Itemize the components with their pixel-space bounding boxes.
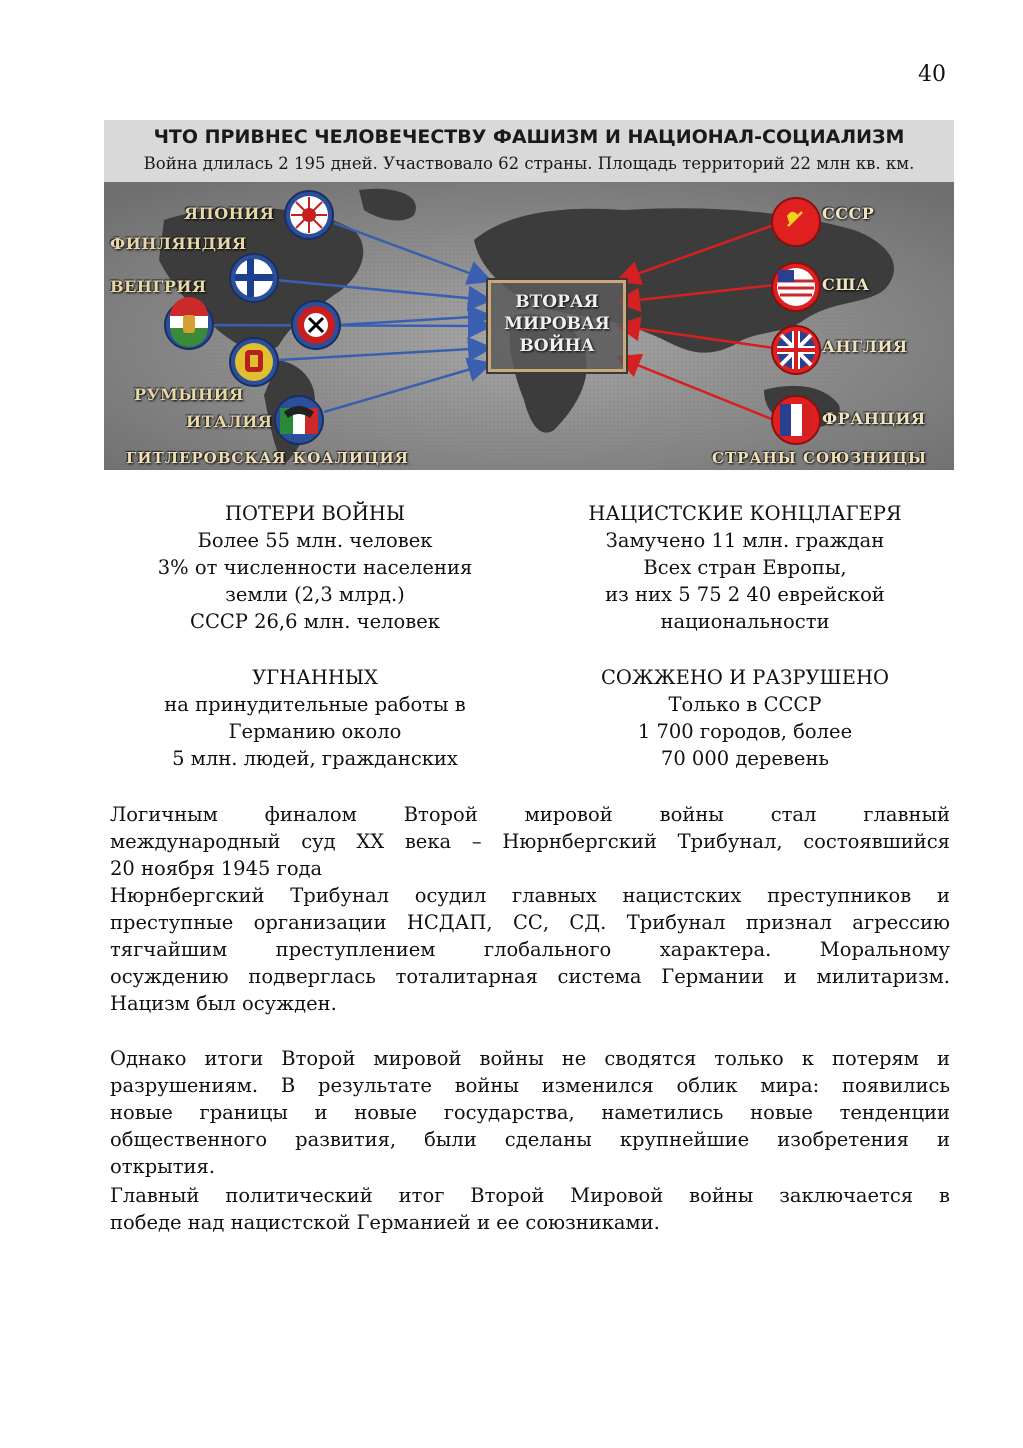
italy-emblem bbox=[275, 396, 323, 444]
center-line: МИРОВАЯ bbox=[504, 314, 610, 334]
finland-emblem bbox=[230, 254, 278, 302]
stat-line: Германию около bbox=[228, 720, 402, 743]
axis-coalition-caption: ГИТЛЕРОВСКАЯ КОАЛИЦИЯ bbox=[126, 449, 409, 467]
stat-line: 70 000 деревень bbox=[660, 747, 830, 770]
stat-deported bbox=[105, 664, 525, 772]
stat-line: из них 5 75 2 40 еврейской bbox=[605, 583, 885, 606]
paragraph-results bbox=[110, 1045, 950, 1180]
text-line: новые границы и новые государства, наметились новые тенденции bbox=[110, 1101, 950, 1124]
stat-heading: СОЖЖЕНО И РАЗРУШЕНО bbox=[600, 666, 890, 689]
center-box-text bbox=[491, 291, 623, 357]
center-line: ВОЙНА bbox=[519, 336, 595, 356]
stat-line: Всех стран Европы, bbox=[643, 556, 847, 579]
text-line: Логичным финалом Второй мировой войны стал главный bbox=[110, 803, 950, 826]
text-line: Нацизм был осужден. bbox=[110, 992, 337, 1015]
text-line: тягчайшим преступлением глобального характера. Моральному bbox=[110, 938, 950, 961]
label-ussr: СССР bbox=[822, 204, 875, 223]
paragraph-nuremberg-intro bbox=[110, 801, 950, 882]
ussr-emblem bbox=[772, 198, 820, 246]
stat-destroyed bbox=[535, 664, 955, 772]
ww2-infographic bbox=[104, 120, 954, 470]
france-emblem bbox=[772, 396, 820, 444]
britain-emblem bbox=[772, 326, 820, 374]
label-hungary: ВЕНГРИЯ bbox=[110, 277, 207, 296]
label-usa: США bbox=[822, 275, 870, 294]
paragraph-political-result bbox=[110, 1182, 950, 1236]
text-line: Главный политический итог Второй Мировой войны заключается в bbox=[110, 1184, 950, 1207]
text-line: осуждению подверглась тоталитарная система Германии и милитаризм. bbox=[110, 965, 950, 988]
paragraph-nuremberg-verdict bbox=[110, 882, 950, 1017]
stat-line: Более 55 млн. человек bbox=[197, 529, 433, 552]
allies-caption: СТРАНЫ СОЮЗНИЦЫ bbox=[712, 449, 928, 467]
stat-line: 3% от численности населения bbox=[157, 556, 473, 579]
stat-losses bbox=[105, 500, 525, 635]
stat-line: земли (2,3 млрд.) bbox=[225, 583, 405, 606]
stat-line: 5 млн. людей, гражданских bbox=[172, 747, 458, 770]
stat-heading: УГНАННЫХ bbox=[252, 666, 378, 689]
text-line: преступные организации НСДАП, СС, СД. Трибунал признал агрессию bbox=[110, 911, 950, 934]
germany-emblem bbox=[292, 301, 340, 349]
label-japan: ЯПОНИЯ bbox=[184, 204, 275, 223]
center-line: ВТОРАЯ bbox=[515, 292, 599, 312]
text-line: открытия. bbox=[110, 1155, 216, 1178]
label-romania: РУМЫНИЯ bbox=[134, 385, 244, 404]
stat-line: Замучено 11 млн. граждан bbox=[605, 529, 885, 552]
japan-emblem bbox=[285, 191, 333, 239]
infographic-header bbox=[104, 120, 954, 182]
text-line: разрушениям. В результате войны изменился облик мира: появились bbox=[110, 1074, 950, 1097]
text-line: Нюрнбергский Трибунал осудил главных нацистских преступников и bbox=[110, 884, 950, 907]
stat-line: 1 700 городов, более bbox=[637, 720, 853, 743]
page-number: 40 bbox=[918, 62, 946, 87]
text-line: Однако итоги Второй мировой войны не сводятся только к потерям и bbox=[110, 1047, 950, 1070]
text-line: международный суд XX века – Нюрнбергский Трибунал, состоявшийся bbox=[110, 830, 950, 853]
text-line: общественного развития, были сделаны крупнейшие изобретения и bbox=[110, 1128, 950, 1151]
stat-heading: ПОТЕРИ ВОЙНЫ bbox=[224, 502, 406, 525]
label-france: ФРАНЦИЯ bbox=[822, 409, 926, 428]
label-britain: АНГЛИЯ bbox=[822, 337, 908, 356]
stat-line: СССР 26,6 млн. человек bbox=[190, 610, 440, 633]
stat-line: Только в СССР bbox=[668, 693, 822, 716]
text-line: 20 ноября 1945 года bbox=[110, 857, 323, 880]
stat-heading: НАЦИСТСКИЕ КОНЦЛАГЕРЯ bbox=[588, 502, 902, 525]
center-box bbox=[488, 280, 626, 372]
usa-emblem bbox=[772, 263, 820, 311]
romania-emblem bbox=[230, 338, 278, 386]
stat-camps bbox=[535, 500, 955, 635]
stat-line: на принудительные работы в bbox=[164, 693, 466, 716]
text-line: победе над нацистской Германией и ее союзниками. bbox=[110, 1211, 660, 1234]
infographic-title: ЧТО ПРИВНЕС ЧЕЛОВЕЧЕСТВУ ФАШИЗМ И НАЦИОНАЛ-СОЦИАЛИЗМ bbox=[153, 126, 905, 148]
stat-line: национальности bbox=[660, 610, 830, 633]
infographic-subtitle: Война длилась 2 195 дней. Участвовало 62 страны. Площадь территорий 22 млн кв. км. bbox=[143, 154, 915, 173]
label-finland: ФИНЛЯНДИЯ bbox=[110, 234, 247, 253]
label-italy: ИТАЛИЯ bbox=[186, 412, 273, 431]
